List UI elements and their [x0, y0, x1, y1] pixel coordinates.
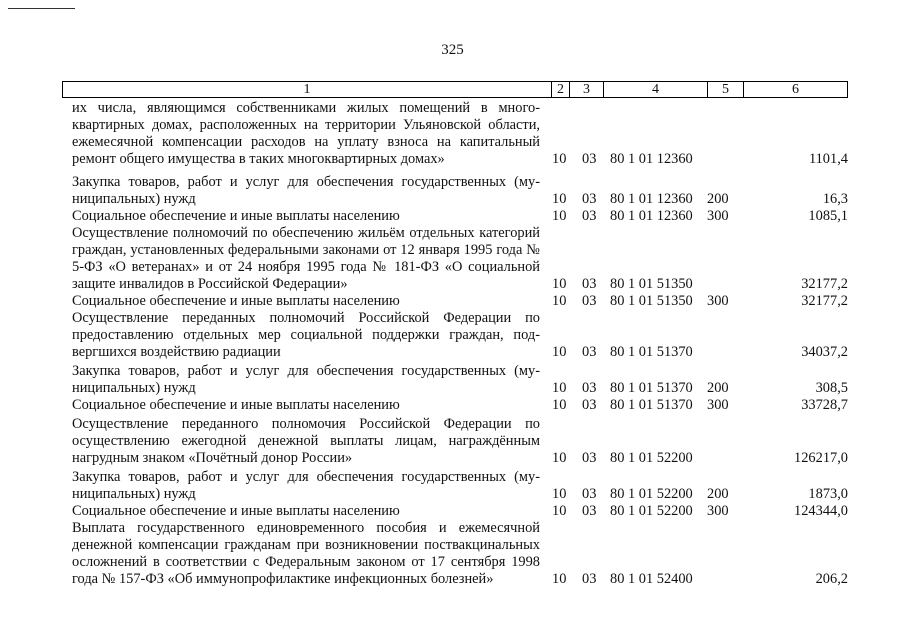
amount: 126217,0: [794, 450, 848, 466]
table-row: [72, 225, 848, 293]
row-description: Осуществление переданных полномочий Российской Федерации по предоставлению отдельных мер социальной поддержки граждан, подвергшихся воздействию радиации: [72, 310, 540, 360]
row-description: Закупка товаров, работ и услуг для обеспечения государственных (муниципальных) нужд: [72, 174, 540, 207]
subsection-code: 03: [582, 151, 597, 167]
amount: 1101,4: [808, 151, 848, 167]
subsection-code: 03: [582, 344, 597, 360]
header-col-1: 1: [63, 82, 552, 97]
target-article-code: 80 1 01 12360: [610, 208, 693, 224]
table-row: [72, 208, 848, 225]
target-article-code: 80 1 01 51370: [610, 397, 693, 413]
subsection-code: 03: [582, 208, 597, 224]
header-col-4: 4: [604, 82, 708, 97]
target-article-code: 80 1 01 12360: [610, 191, 693, 207]
row-description: Осуществление переданного полномочия Российской Федерации по осуществлению ежегодной денежной выплаты лицам, награждённым нагрудным знаком «Почётный донор России»: [72, 416, 540, 466]
section-code: 10: [552, 450, 567, 466]
target-article-code: 80 1 01 51370: [610, 380, 693, 396]
row-description: Социальное обеспечение и иные выплаты населению: [72, 397, 400, 413]
subsection-code: 03: [582, 397, 597, 413]
subsection-code: 03: [582, 191, 597, 207]
table-row: [72, 174, 848, 208]
amount: 1085,1: [808, 208, 848, 224]
expense-type-code: 300: [707, 293, 729, 309]
row-description: их числа, являющимся собственниками жилых помещений в многоквартирных домах, расположенных на территории Ульяновской области, ежемесячной компенсации расходов на уплату взноса на капитальный ремонт общего имущества в таких многоквартирных домах»: [72, 100, 540, 167]
row-description: Социальное обеспечение и иные выплаты населению: [72, 208, 400, 224]
header-col-6: 6: [792, 82, 799, 97]
target-article-code: 80 1 01 52200: [610, 450, 693, 466]
table-row: [72, 416, 848, 467]
table-row: [72, 397, 848, 414]
table-row: [72, 310, 848, 361]
section-code: 10: [552, 293, 567, 309]
section-code: 10: [552, 571, 567, 587]
section-code: 10: [552, 503, 567, 519]
target-article-code: 80 1 01 52200: [610, 486, 693, 502]
target-article-code: 80 1 01 51350: [610, 276, 693, 292]
expense-type-code: 300: [707, 397, 729, 413]
expense-type-code: 200: [707, 486, 729, 502]
table-row: [72, 100, 848, 168]
table-header: [62, 81, 848, 98]
expense-type-code: 200: [707, 380, 729, 396]
row-description: Выплата государственного единовременного пособия и ежемесячной денежной компенсации гражданам при возникновении поствакцинальных осложнений в соответствии с Федеральным законом от 17 сентября 1998 года № 157-ФЗ «Об иммунопрофилактике инфекционных болезней»: [72, 520, 540, 587]
section-code: 10: [552, 276, 567, 292]
subsection-code: 03: [582, 571, 597, 587]
table-row: [72, 503, 848, 520]
subsection-code: 03: [582, 503, 597, 519]
section-code: 10: [552, 486, 567, 502]
amount: 1873,0: [808, 486, 848, 502]
section-code: 10: [552, 397, 567, 413]
amount: 124344,0: [794, 503, 848, 519]
subsection-code: 03: [582, 380, 597, 396]
section-code: 10: [552, 151, 567, 167]
target-article-code: 80 1 01 51350: [610, 293, 693, 309]
header-col-3: 3: [570, 82, 604, 97]
target-article-code: 80 1 01 12360: [610, 151, 693, 167]
subsection-code: 03: [582, 486, 597, 502]
section-code: 10: [552, 208, 567, 224]
subsection-code: 03: [582, 293, 597, 309]
amount: 32177,2: [801, 293, 848, 309]
expense-type-code: 200: [707, 191, 729, 207]
expense-type-code: 300: [707, 208, 729, 224]
subsection-code: 03: [582, 276, 597, 292]
target-article-code: 80 1 01 52400: [610, 571, 693, 587]
amount: 206,2: [815, 571, 848, 587]
row-description: Социальное обеспечение и иные выплаты населению: [72, 293, 400, 309]
table-row: [72, 520, 848, 588]
row-description: Закупка товаров, работ и услуг для обеспечения государственных (муниципальных) нужд: [72, 469, 540, 502]
section-code: 10: [552, 191, 567, 207]
table-row: [72, 363, 848, 397]
amount: 16,3: [822, 191, 848, 207]
amount: 308,5: [815, 380, 848, 396]
subsection-code: 03: [582, 450, 597, 466]
row-description: Закупка товаров, работ и услуг для обеспечения государственных (муниципальных) нужд: [72, 363, 540, 396]
section-code: 10: [552, 344, 567, 360]
table-row: [72, 469, 848, 503]
table-row: [72, 293, 848, 310]
target-article-code: 80 1 01 52200: [610, 503, 693, 519]
row-description: Социальное обеспечение и иные выплаты населению: [72, 503, 400, 519]
amount: 32177,2: [801, 276, 848, 292]
amount: 34037,2: [801, 344, 848, 360]
header-col-5: 5: [708, 82, 744, 97]
page-number: 325: [441, 42, 464, 58]
top-rule: [8, 8, 75, 9]
expense-type-code: 300: [707, 503, 729, 519]
section-code: 10: [552, 380, 567, 396]
amount: 33728,7: [801, 397, 848, 413]
target-article-code: 80 1 01 51370: [610, 344, 693, 360]
header-col-2: 2: [552, 82, 570, 97]
row-description: Осуществление полномочий по обеспечению жильём отдельных категорий граждан, установленных федеральными законами от 12 января 1995 года № 5-ФЗ «О ветеранах» и от 24 ноября 1995 года № 181-ФЗ «О социальной защите инвалидов в Российской Федерации»: [72, 225, 540, 292]
